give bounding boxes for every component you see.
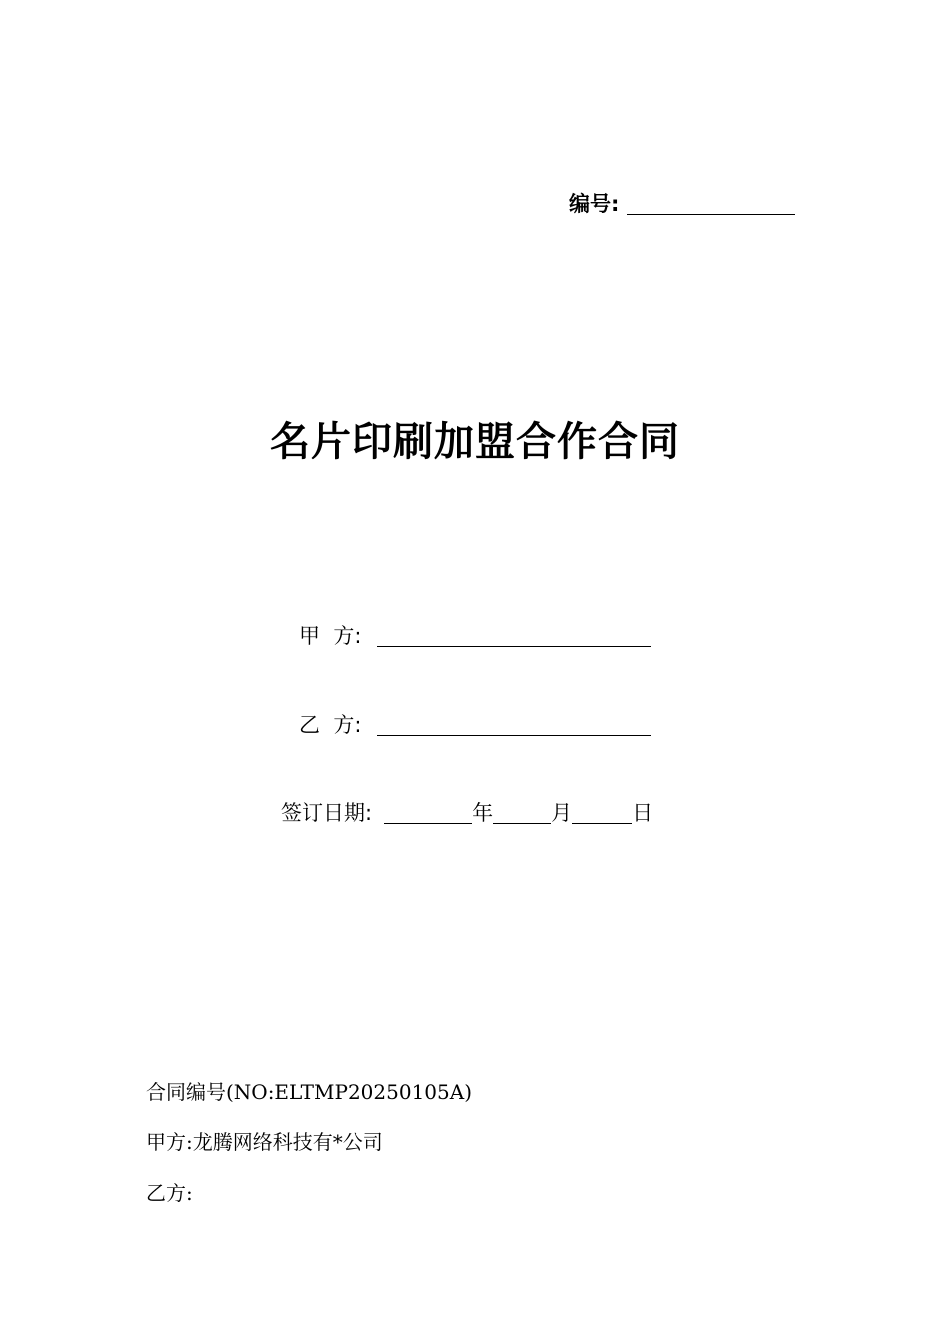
serial-number-blank — [627, 192, 795, 215]
body-party-a: 甲方:龙腾网络科技有*公司 — [146, 1130, 383, 1154]
sign-date-day-blank — [572, 803, 632, 824]
sign-date-month-blank — [493, 803, 551, 824]
sign-date-line — [281, 797, 653, 827]
party-a-line — [299, 620, 651, 650]
serial-number-label: 编号: — [569, 192, 620, 216]
contract-title: 名片印刷加盟合作合同 — [270, 419, 680, 465]
party-a-blank — [377, 626, 651, 647]
party-b-label: 乙 方: — [299, 713, 362, 737]
sign-date-year-blank — [384, 803, 472, 824]
sign-date-year-label: 年 — [472, 801, 494, 825]
sign-date-day-label: 日 — [632, 801, 654, 825]
party-a-label: 甲 方: — [299, 624, 362, 648]
serial-number-line — [569, 188, 795, 218]
sign-date-month-label: 月 — [551, 801, 573, 825]
party-b-blank — [377, 715, 651, 736]
body-party-b: 乙方: — [146, 1181, 193, 1205]
party-b-line — [299, 709, 651, 739]
sign-date-label: 签订日期: — [281, 801, 373, 825]
contract-number: 合同编号(NO:ELTMP20250105A) — [146, 1080, 473, 1104]
